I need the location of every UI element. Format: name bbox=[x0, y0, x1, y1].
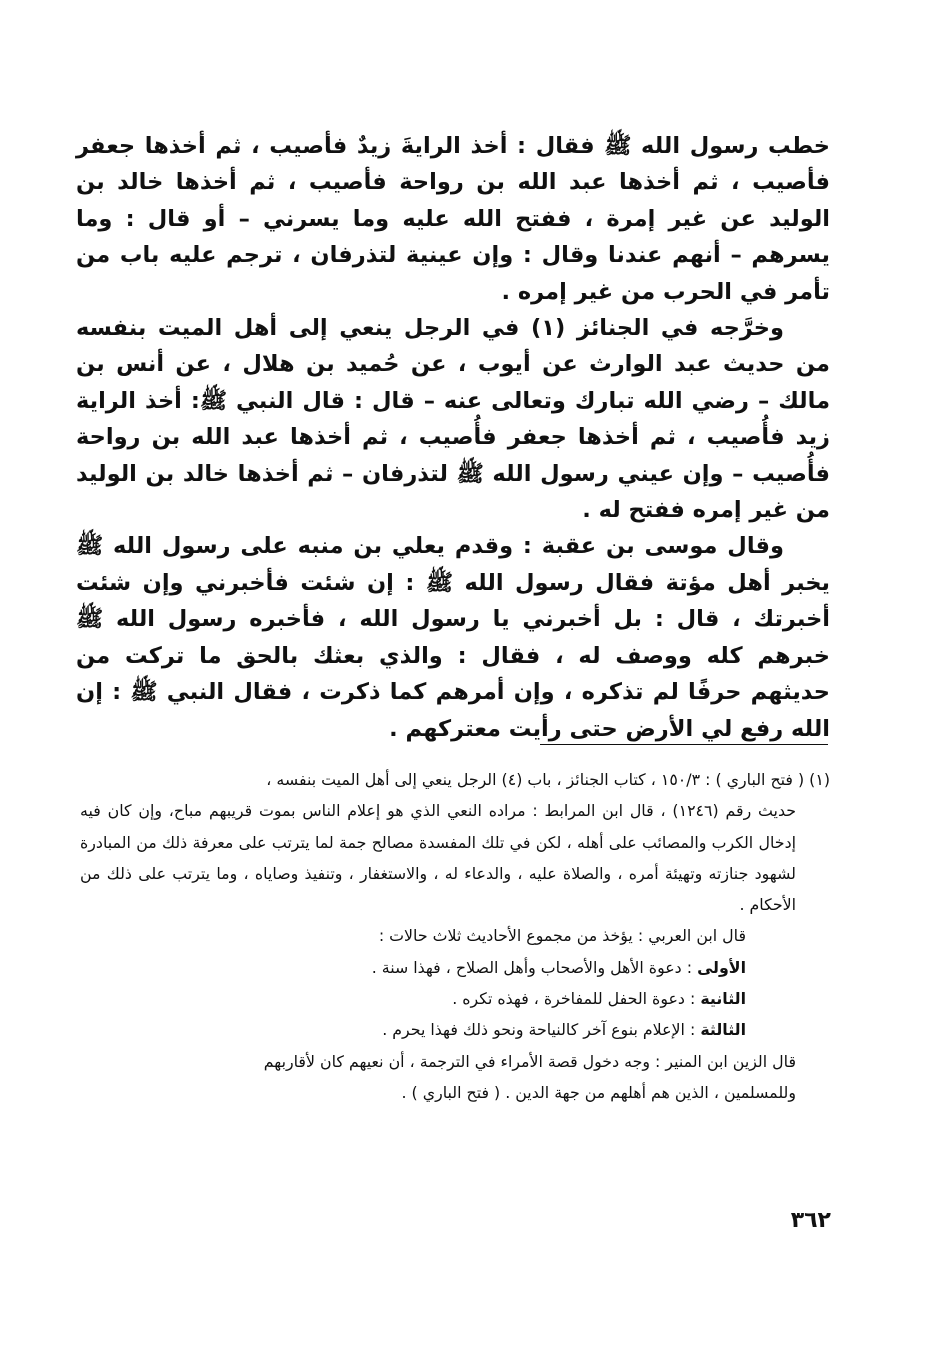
case-label-third: الثالثة bbox=[700, 1020, 746, 1040]
footnote-case-second bbox=[80, 983, 830, 1014]
case-text-first: : دعوة الأهل والأصحاب وأهل الصلاح ، فهذا سنة . bbox=[371, 957, 698, 977]
footnote-1-lead: (١) ( فتح الباري ) : ١٥٠/٣ ، كتاب الجنائز ، باب (٤) الرجل ينعي إلى أهل الميت بنفسه ، bbox=[266, 770, 830, 789]
footnote-case-third bbox=[80, 1014, 830, 1045]
case-label-second: الثانية bbox=[700, 989, 746, 1009]
paragraph-musa-bin-uqbah: وقال موسى بن عقبة : وقدم يعلي بن منبه على رسول الله ﷺ يخبر أهل مؤتة فقال رسول الله ﷺ : إن شئت فأخبرني وإن شئت أخبرتك ، قال : بل أخبرني يا رسول الله ، فأخبره رسول الله ﷺ خبرهم كله ووصف له ، فقال : والذي بعثك بالحق ما تركت من حديثهم حرفًا لم تذكره ، وإن أمرهم كما ذكرت ، فقال النبي ﷺ : إن الله رفع لي الأرض حتى رأيت معتركهم . bbox=[76, 533, 830, 742]
paragraph-janaiz: وخرَّجه في الجنائز (١) في الرجل ينعي إلى أهل الميت بنفسه من حديث عبد الوارث عن أيوب ، عن حُميد بن هلال ، عن أنس بن مالك – رضي الله تبارك وتعالى عنه – قال : قال النبي ﷺ: أخذ الراية زيد فأُصيب ، ثم أخذها جعفر فأُصيب ، ثم أخذها عبد الله بن رواحة فأُصيب – وإن عيني رسول الله ﷺ لتذرفان – ثم أخذها خالد بن الوليد من غير إمره ففتح له . bbox=[76, 315, 830, 524]
main-text-body bbox=[76, 128, 830, 747]
footnote-1-continuation: حديث رقم (١٢٤٦) ، قال ابن المرابط : مراده النعي الذي هو إعلام الناس بموت قريبهم مباح، وإن كان فيه إدخال الكرب والمصائب على أهله ، لكن في تلك المفسدة مصالح جمة لما يترتب على معرفة ذلك من المبادرة لشهود جنازته وتهيئة أمره ، والصلاة عليه ، والدعاء له ، والاستغفار ، وتنفيذ وصاياه ، وما يترتب على ذلك من الأحكام . bbox=[80, 801, 796, 915]
page-number: ٣٦٢ bbox=[790, 1208, 831, 1233]
footnote-case-first bbox=[80, 952, 830, 983]
footnote-ibn-munir-end: وللمسلمين ، الذين هم أهلهم من جهة الدين . ( فتح الباري ) . bbox=[401, 1082, 796, 1102]
case-label-first: الأولى bbox=[697, 957, 746, 977]
footnote-ibn-munir-line: قال الزين ابن المنير : وجه دخول قصة الأمراء في الترجمة ، أن نعيهم كان لأقاربهم bbox=[263, 1051, 796, 1071]
case-text-second: : دعوة الحفل للمفاخرة ، فهذه تكره . bbox=[452, 989, 701, 1009]
footnote-separator bbox=[540, 744, 828, 745]
paragraph-khutbah: خطب رسول الله ﷺ فقال : أخذ الرايةَ زيدٌ فأصيب ، ثم أخذها جعفر فأصيب ، ثم أخذها عبد الله بن رواحة فأصيب ، ثم أخذها خالد بن الوليد عن غير إمرة ، ففتح الله عليه وما يسرني – أو قال : وما يسرهم – أنهم عندنا وقال : وإن عينية لتذرفان ، ترجم عليه باب من تأمر في الحرب من غير إمره . bbox=[76, 133, 830, 305]
footnote-ibn-arabi-intro: قال ابن العربي : يؤخذ من مجموع الأحاديث ثلاث حالات : bbox=[378, 926, 746, 946]
case-text-third: : الإعلام بنوع آخر كالنياحة ونحو ذلك فهذا يحرم . bbox=[382, 1020, 701, 1040]
footnotes-section bbox=[80, 764, 830, 1108]
